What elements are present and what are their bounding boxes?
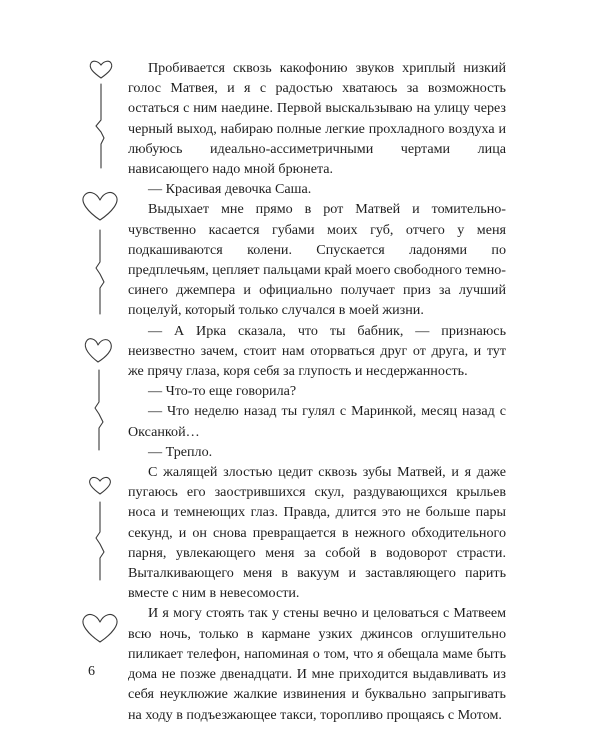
heartbeat-heart-border-icon bbox=[70, 50, 130, 670]
page-number: 6 bbox=[88, 664, 95, 679]
heart-icon bbox=[90, 477, 111, 494]
heartbeat-line-icon bbox=[96, 230, 104, 314]
paragraph: Пробивается сквозь какофонию звуков хриплый низкий голос Матвея, и я с радостью хватаюсь за возможность остаться с ним наедине. Первой выскальзываю на улицу через черный выход, набираю полные легкие прохладного воздуха и любуюсь идеально-ассиметричными чертами лица нависающего надо мной брюнета. bbox=[128, 60, 506, 178]
paragraph: — Красивая девочка Саша. bbox=[148, 181, 312, 198]
paragraph: — Что-то еще говорила? bbox=[148, 383, 297, 400]
paragraph: — Что неделю назад ты гулял с Маринкой, месяц назад с Оксанкой… bbox=[128, 403, 506, 440]
paragraph: С жалящей злостью цедит сквозь зубы Матвей, и я даже пугаюсь его заострившихся скул, раздувающихся крыльев носа и темнеющих глаз. Правда, длится это не больше пары секунд, и он снова превращается в нежного обходительного парня, увлекающего меня за собой в водоворот страсти. Выталкивающего меня в вакуум и заставляющего парить вместе с ним в невесомости. bbox=[128, 464, 506, 602]
heartbeat-line-icon bbox=[95, 370, 103, 450]
page-body bbox=[128, 58, 506, 725]
paragraph: Выдыхает мне прямо в рот Матвей и томительно-чувственно касается губами моих губ, отчего у меня подкашиваются колени. Спускается ладонями по предплечьям, цепляет пальцами край моего свободного темно-синего джемпера и официально получает приз за лучший поцелуй, который только случался в моей жизни. bbox=[128, 201, 506, 319]
paragraph: — А Ирка сказала, что ты бабник, — признаюсь неизвестно зачем, стоит нам оторваться друг от друга, и тут же прячу глаза, коря себя за глупость и несдержанность. bbox=[128, 322, 506, 380]
heart-icon bbox=[83, 615, 117, 642]
heartbeat-line-icon bbox=[96, 84, 104, 168]
paragraph: И я могу стоять так у стены вечно и целоваться с Матвеем всю ночь, только в кармане узких джинсов оглушительно пиликает телефон, напоминая о том, что я обещала маме быть дома не позже двенадцати. И мне приходится выдавливать из себя неуклюжие жалкие извинения и буквально запрыгивать на ходу в подъезжающее такси, торопливо прощаясь с Мотом. bbox=[128, 605, 506, 723]
heart-icon bbox=[83, 193, 117, 220]
heartbeat-line-icon bbox=[96, 502, 104, 580]
paragraph: — Трепло. bbox=[148, 443, 213, 460]
heart-icon bbox=[85, 339, 111, 362]
heart-icon bbox=[90, 61, 112, 78]
